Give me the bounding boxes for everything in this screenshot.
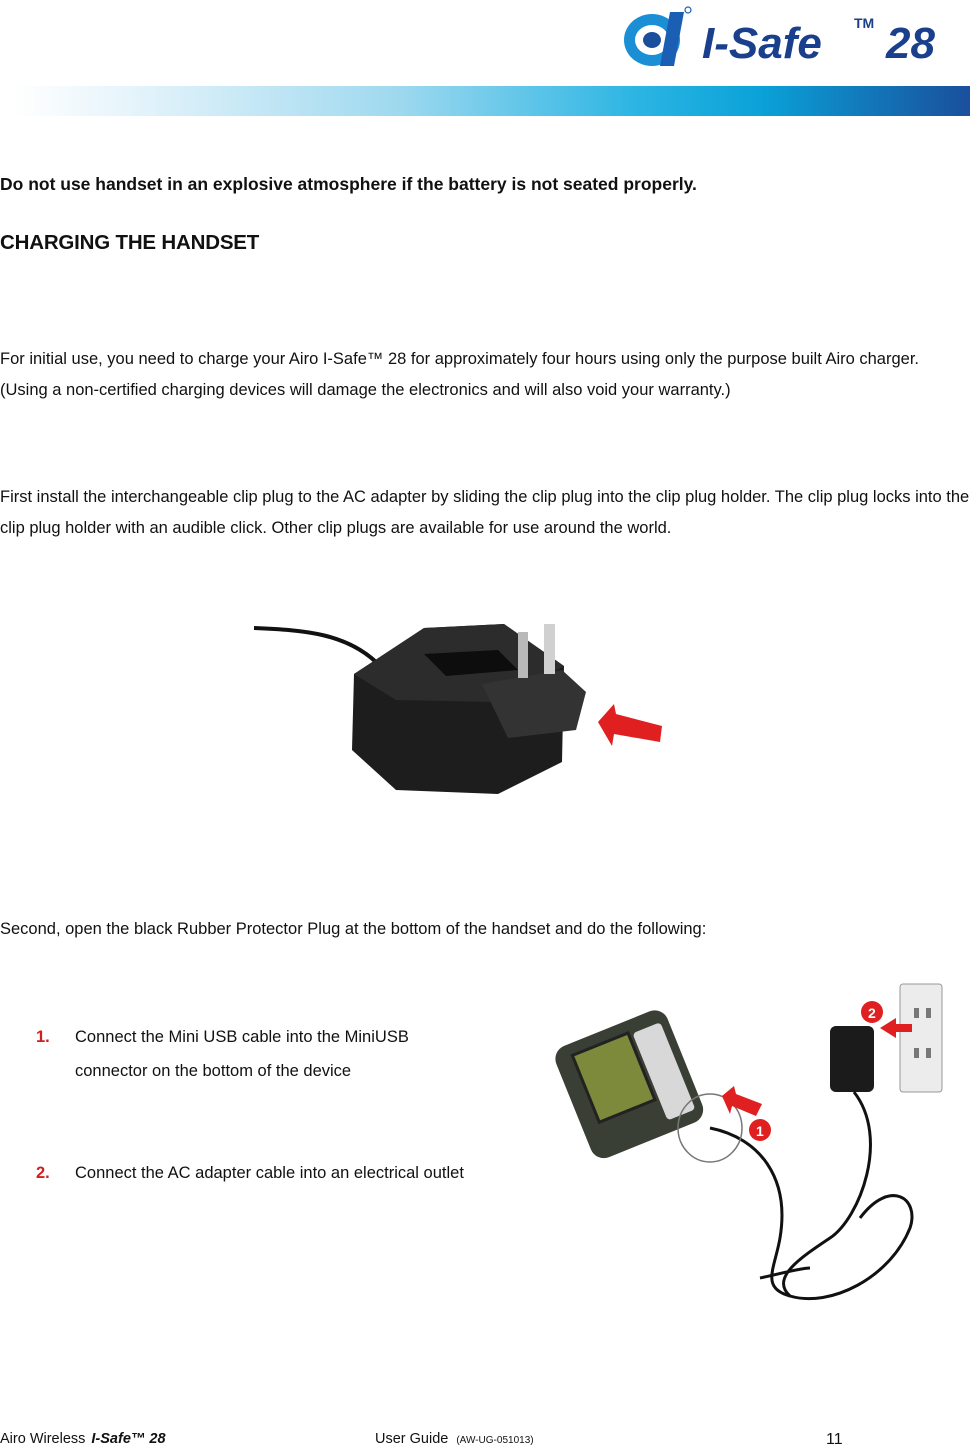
- insert-arrow-icon: [598, 704, 662, 746]
- prong-left: [518, 632, 528, 678]
- usb-arrow-icon: [722, 1086, 762, 1116]
- step-number: 1.: [36, 1028, 50, 1046]
- handset-charging-image: [530, 978, 948, 1308]
- prong-right: [544, 624, 555, 674]
- logo-mark-icon: [624, 7, 691, 66]
- second-step-paragraph: Second, open the black Rubber Protector Plug at the bottom of the handset and do the following:: [0, 920, 707, 938]
- step-text: Connect the Mini USB cable into the MiniUSB connector on the bottom of the device: [75, 1028, 409, 1080]
- explosive-warning: Do not use handset in an explosive atmosphere if the battery is not seated properly.: [0, 174, 697, 194]
- handset-device: [551, 1006, 707, 1162]
- adapter-cord: [254, 628, 376, 662]
- logo-text: I-Safe: [702, 19, 822, 68]
- page-number: 11: [826, 1431, 843, 1448]
- footer-company: Airo Wireless: [0, 1431, 86, 1447]
- step-2: [36, 1156, 496, 1226]
- isafe-logo: [618, 2, 964, 74]
- step-1: [36, 1020, 496, 1090]
- ac-adapter-clip-plug-image: [246, 614, 672, 804]
- footer-doc-code: (AW-UG-051013): [456, 1435, 534, 1446]
- footer-product: I-Safe™ 28: [91, 1431, 166, 1447]
- logo-tm: TM: [854, 15, 875, 31]
- step-number: 2.: [36, 1164, 50, 1182]
- logo-number: 28: [886, 19, 935, 68]
- header-gradient-band: [14, 86, 970, 116]
- footer-doc-info: [375, 1431, 534, 1447]
- step-text: Connect the AC adapter cable into an electrical outlet: [75, 1164, 464, 1182]
- charger-adapter: [830, 1026, 874, 1092]
- section-title: CHARGING THE HANDSET: [0, 231, 260, 254]
- footer-company-product: [0, 1431, 166, 1447]
- wall-outlet: [900, 984, 942, 1092]
- initial-use-paragraph: For initial use, you need to charge your Airo I-Safe™ 28 for approximately four hours using only the purpose built Airo charger. (Using a non-certified charging devices will damage the electronics and will also void your warranty.): [0, 350, 920, 399]
- clip-plug-paragraph: First install the interchangeable clip plug to the AC adapter by sliding the clip plug into the clip plug holder. The clip plug locks into the clip plug holder with an audible click. Other clip plugs are available for use around the world.: [0, 488, 970, 537]
- marker-1-label: 1: [756, 1123, 764, 1139]
- marker-2-label: 2: [868, 1005, 876, 1021]
- footer-doc-type: User Guide: [375, 1431, 449, 1447]
